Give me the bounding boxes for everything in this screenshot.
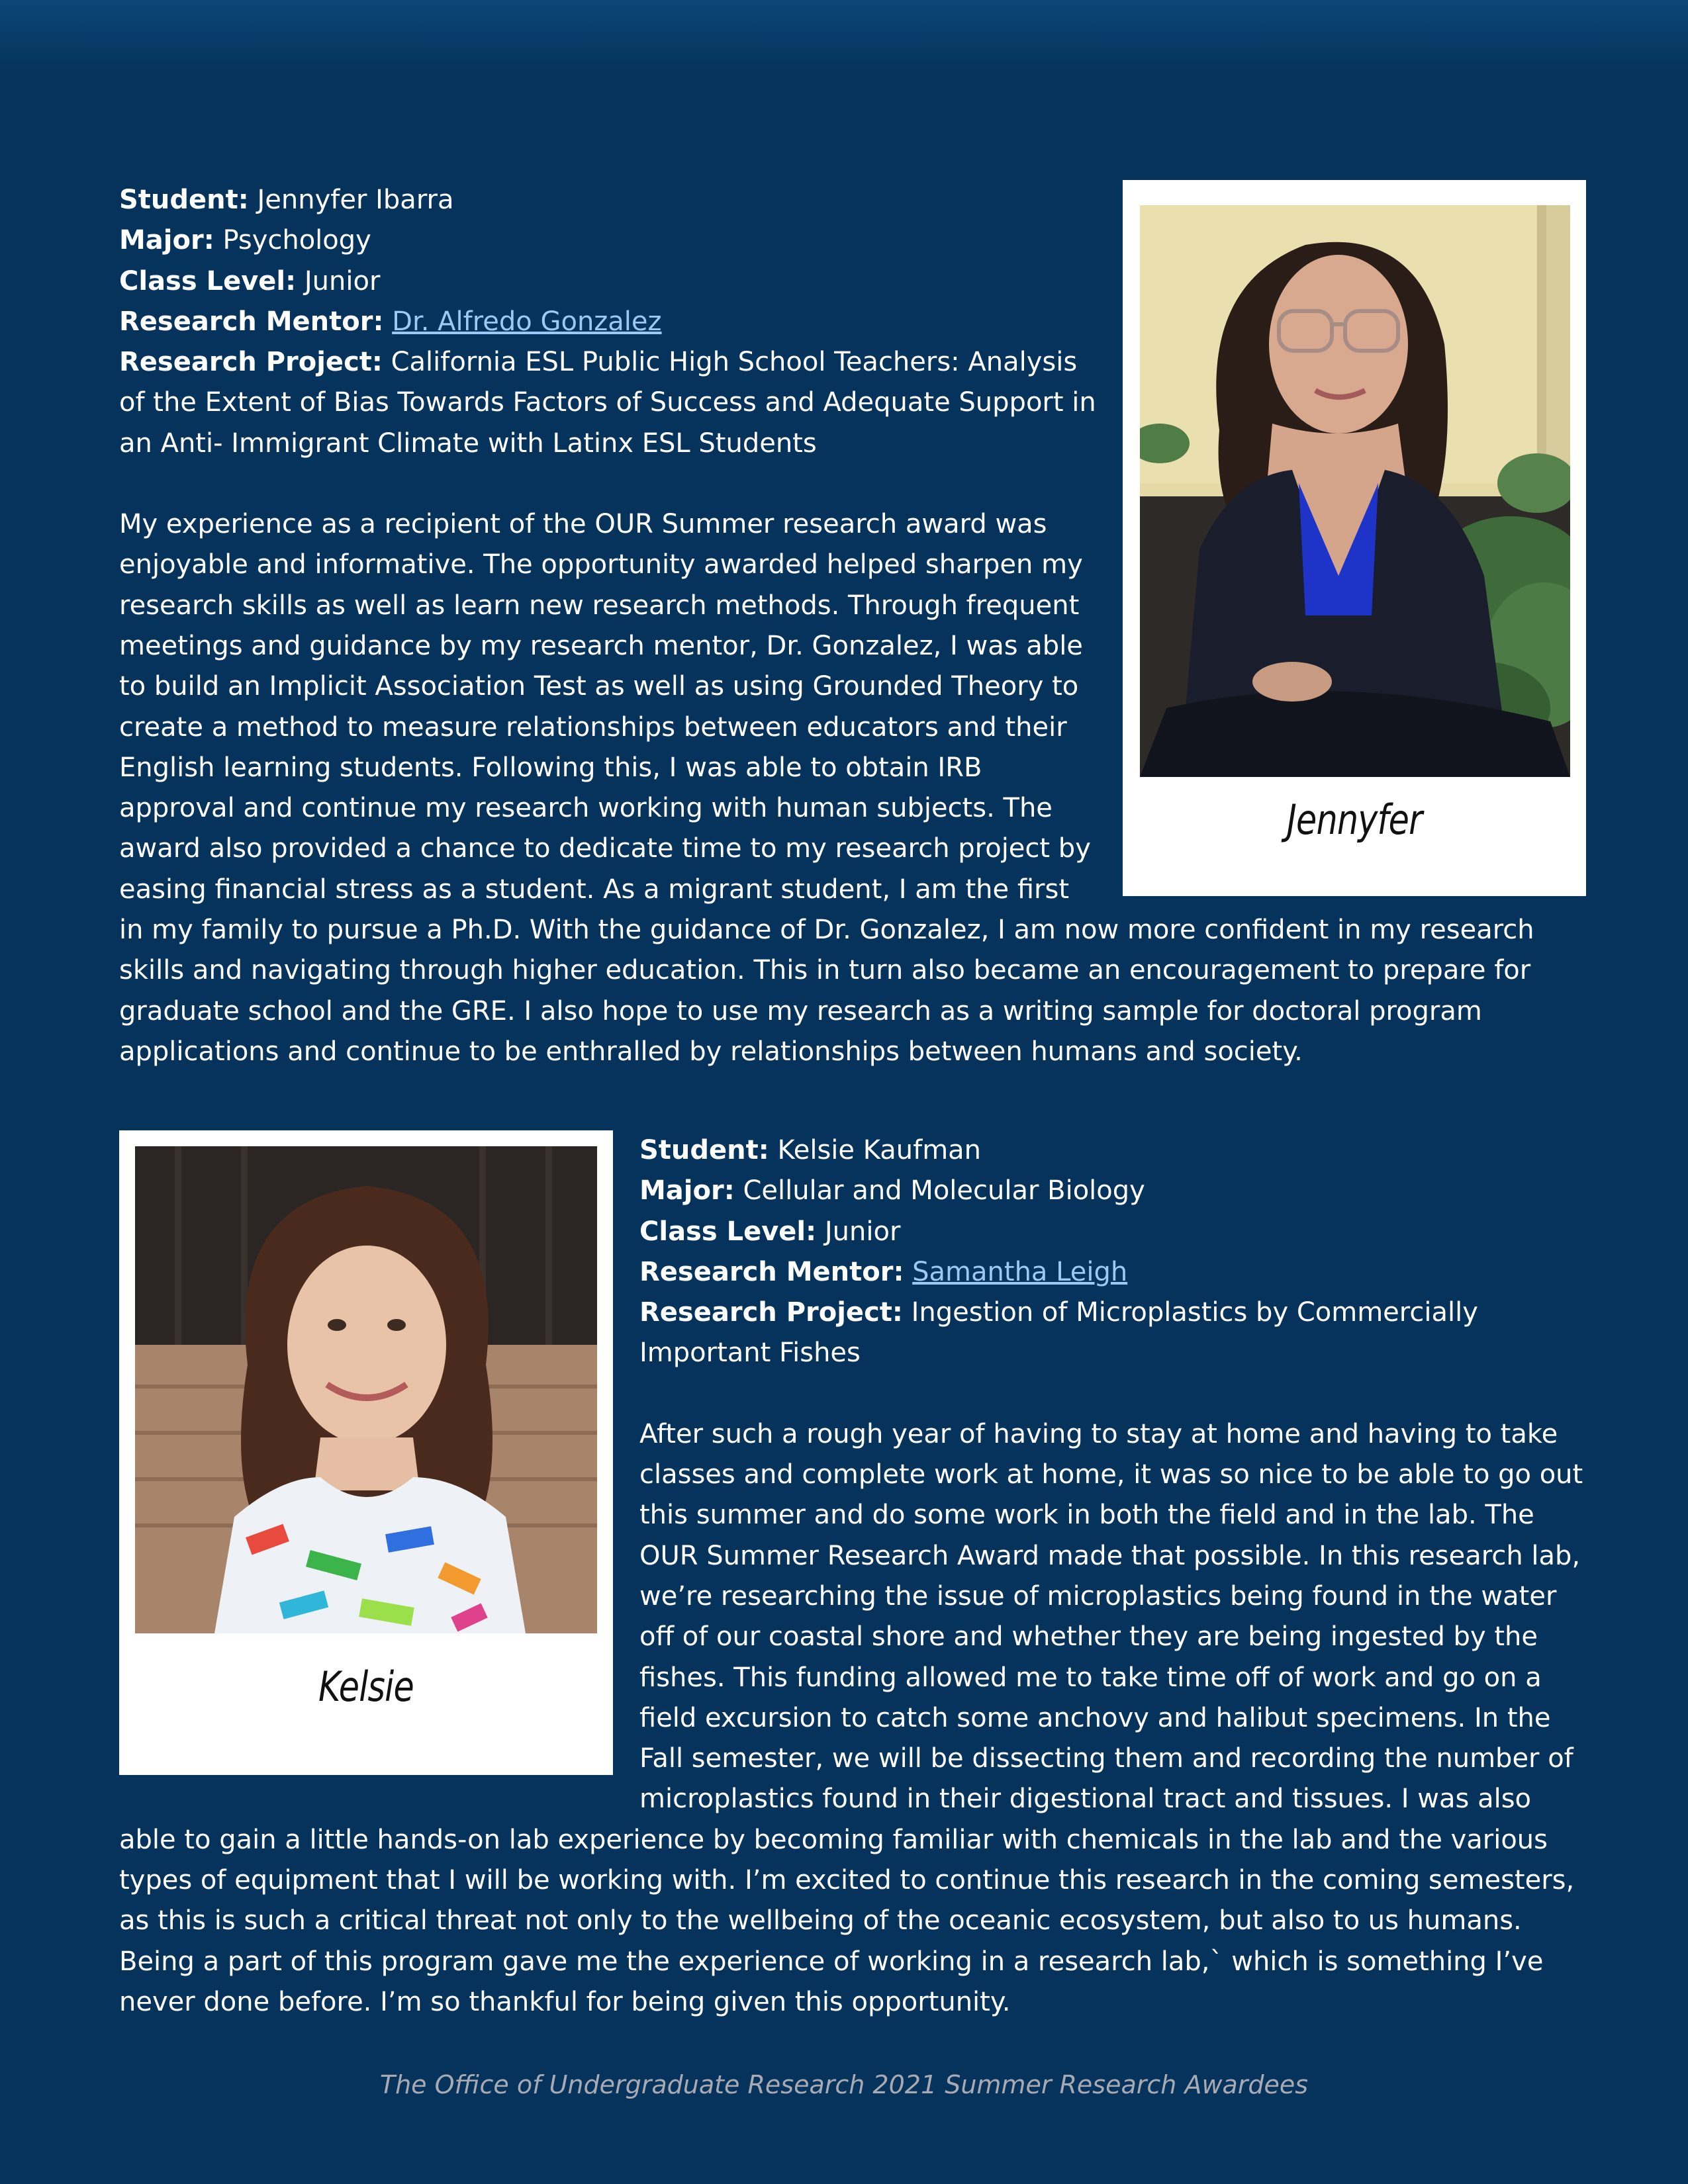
major-value: Cellular and Molecular Biology [743,1175,1145,1206]
class-level-label: Class Level: [639,1216,817,1247]
mentor-label: Research Mentor: [639,1256,904,1287]
polaroid-kelsie [119,1130,613,1775]
student-name: Jennyfer Ibarra [257,185,454,215]
mentor-link[interactable]: Samantha Leigh [912,1256,1128,1287]
awardee-section-kelsie [119,1130,1586,2023]
project-title: California ESL Public High School Teachers: Analysis of the Extent of Bias Towards Factors of Success and Adequate Support in an Anti- Immigrant Climate with Latinx ESL Students [119,347,1096,459]
major-value: Psychology [222,225,371,256]
student-label: Student: [639,1135,769,1165]
portrait-photo-kelsie [135,1146,597,1633]
class-level-value: Junior [304,265,381,296]
testimonial-paragraph: My experience as a recipient of the OUR Summer research award was enjoyable and informative. The opportunity awarded helped sharpen my research skills as well as learn new research methods. Through frequent meetings and guidance by my research mentor, Dr. Gonzalez, I was able to build an Implicit Association Test as well as using Grounded Theory to create a method to measure relationships between educators and their English learning students. Following this, I was able to obtain IRB approval and continue my research working with human subjects. The award also provided a chance to dedicate time to my research project by easing financial stress as a student. As a migrant student, I am the first in my family to pursue a Ph.D. With the guidance of Dr. Gonzalez, I am now more confident in my research skills and navigating through higher education. This in turn also became an encouragement to prepare for graduate school and the GRE. I also hope to use my research as a writing sample for doctoral program applications and continue to be enthralled by relationships between humans and society. [119,509,1534,1067]
student-label: Student: [119,185,249,215]
page-footer: The Office of Undergraduate Research 2021 Summer Research Awardees [379,2070,1309,2099]
photo-caption-kelsie: Kelsie [318,1662,414,1711]
mentor-link[interactable]: Dr. Alfredo Gonzalez [392,306,662,337]
major-label: Major: [119,225,214,256]
project-label: Research Project: [119,347,383,378]
project-label: Research Project: [639,1297,903,1328]
class-level-label: Class Level: [119,265,297,296]
polaroid-jennyfer [1123,180,1586,896]
student-name: Kelsie Kaufman [777,1135,982,1165]
awardee-section-jennyfer [119,180,1586,1072]
class-level-value: Junior [824,1216,901,1247]
mentor-label: Research Mentor: [119,306,384,337]
major-label: Major: [639,1175,735,1206]
testimonial-paragraph: After such a rough year of having to stay at home and having to take classes and complete work at home, it was so nice to be able to go out this summer and do some work in both the field and in the lab. The OUR Summer Research Award made that possible. In this research lab, we’re researching the issue of microplastics being found in the water off of our coastal shore and whether they are being ingested by the fishes. This funding allowed me to take time off of work and go on a field excursion to catch some anchovy and halibut specimens. In the Fall semester, we will be dissecting them and recording the number of microplastics found in their digestional tract and tissues. I was also able to gain a little hands-on lab experience by becoming familiar with chemicals in the lab and the various types of equipment that I will be working with. I’m excited to continue this research in the coming semesters, as this is such a critical threat not only to the wellbeing of the oceanic ecosystem, but also to us humans. Being a part of this program gave me the experience of working in a research lab,` which is something I’ve never done before. I’m so thankful for being given this opportunity. [119,1418,1583,2017]
project-title: Ingestion of Microplastics by Commercially Important Fishes [639,1297,1478,1369]
portrait-photo-jennyfer [1140,205,1570,777]
photo-caption-jennyfer: Jennyfer [1286,796,1423,844]
